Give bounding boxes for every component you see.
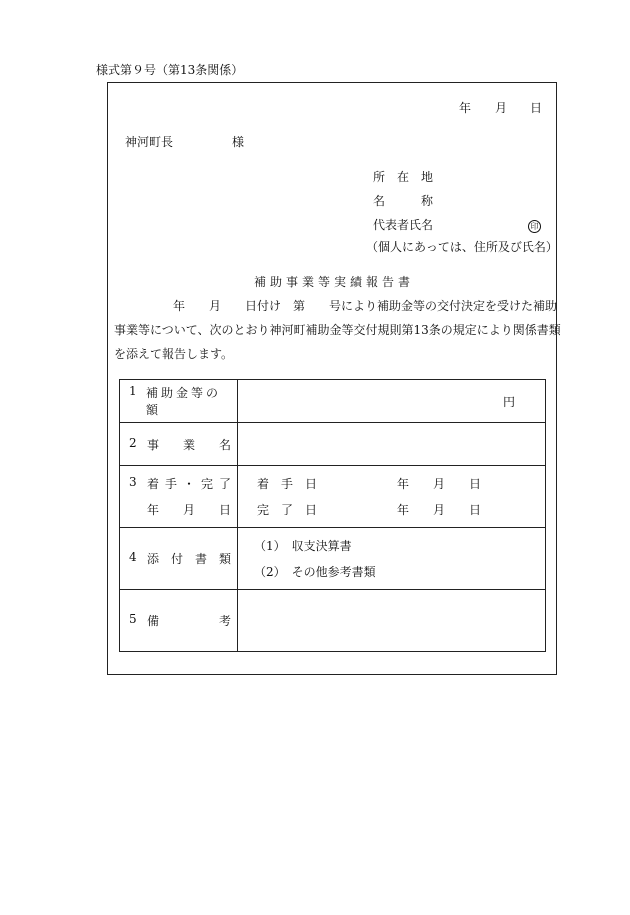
dates-label-2: 年 月 日 xyxy=(147,503,231,517)
date-day: 日 xyxy=(530,101,543,115)
address-label: 所 在 地 xyxy=(373,170,434,184)
date-month: 月 xyxy=(495,101,508,115)
date-year: 年 xyxy=(459,101,472,115)
table-row-project: 2 事 業 名 xyxy=(120,423,546,466)
table-row-attachments: 4 添付書類 （1） 収支決算書 （2） その他参考書類 xyxy=(120,528,546,590)
name-label: 名 称 xyxy=(373,194,434,208)
dates-label: 着手・完了 xyxy=(147,477,231,491)
project-label: 事 業 名 xyxy=(147,437,231,452)
body-line-2: 事業等について、次のとおり神河町補助金等交付規則第13条の規定により関係書類 xyxy=(114,323,561,337)
start-date-field[interactable]: 年 月 日 xyxy=(397,477,482,491)
table-row-dates: 3 着手・完了 年 月 日 着 手 日 年 月 日 完 了 日 年 月 日 xyxy=(120,466,546,528)
attachments-label: 添付書類 xyxy=(147,552,231,566)
representative-label: 代表者氏名 xyxy=(373,218,434,232)
form-number: 様式第９号（第13条関係） xyxy=(96,63,244,77)
report-table xyxy=(119,379,546,652)
addressee-honorific: 様 xyxy=(232,135,245,149)
amount-label: 補助金等の額 xyxy=(146,386,222,417)
remarks-field[interactable] xyxy=(238,590,546,652)
yen-unit: 円 xyxy=(502,394,515,409)
body-line-1: 年 月 日付け 第 号により補助金等の交付決定を受けた補助 xyxy=(173,299,558,313)
attachment-item-1: （1） 収支決算書 xyxy=(254,539,352,553)
addressee-name: 神河町長 xyxy=(125,135,174,149)
seal-mark xyxy=(528,219,541,233)
amount-field[interactable] xyxy=(238,380,546,423)
document-title: 補助事業等実績報告書 xyxy=(254,275,415,289)
attachment-item-2: （2） その他参考書類 xyxy=(254,565,376,579)
end-date-label: 完 了 日 xyxy=(257,503,318,517)
table-row-amount: 1 補助金等の額 円 xyxy=(120,380,546,423)
end-date-field[interactable]: 年 月 日 xyxy=(397,503,482,517)
start-date-label: 着 手 日 xyxy=(257,477,318,491)
body-line-3: を添えて報告します。 xyxy=(114,347,234,361)
seal-icon: 印 xyxy=(528,220,541,233)
remarks-label: 備 考 xyxy=(147,614,231,628)
individual-note: （個人にあっては、住所及び氏名） xyxy=(366,240,558,254)
table-row-remarks: 5 備 考 xyxy=(120,590,546,652)
project-name-field[interactable] xyxy=(238,423,546,466)
